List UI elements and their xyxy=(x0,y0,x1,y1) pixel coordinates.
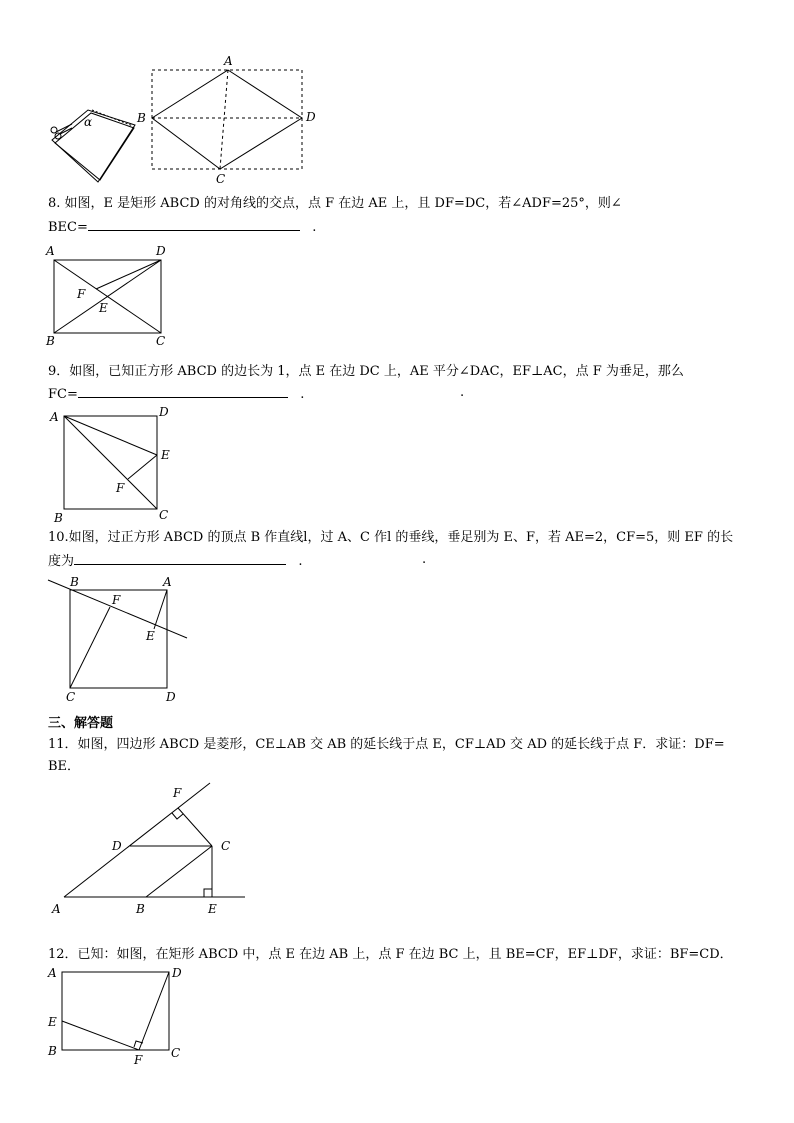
fig8-label-d: D xyxy=(156,244,166,258)
fig8-label-b: B xyxy=(46,334,55,346)
right-angle-mark-e xyxy=(204,889,212,897)
fig10-label-a: A xyxy=(163,575,172,589)
segment-ae xyxy=(64,416,157,455)
segment-bc xyxy=(146,846,212,897)
fig9-label-a: A xyxy=(50,410,59,424)
segment-df xyxy=(96,260,161,289)
fig12-label-a: A xyxy=(48,966,57,980)
fig8-label-f: F xyxy=(77,287,86,301)
fig11-label-b: B xyxy=(136,902,145,916)
q10-line2-prefix: 度为 xyxy=(48,554,75,569)
q8-line2 xyxy=(48,218,750,236)
q10-line2-dot: . xyxy=(422,552,427,567)
fig8-label-a: A xyxy=(46,244,55,258)
figure-q12 xyxy=(40,962,200,1070)
fig7-label-a: A xyxy=(224,54,233,68)
q9-line2-suffix: . xyxy=(300,387,305,402)
alpha-label: α xyxy=(84,115,93,129)
fig11-label-d: D xyxy=(112,839,122,853)
rectangle-abcd xyxy=(62,972,169,1050)
q11-line1: 11．如图，四边形 ABCD 是菱形，CE⊥AB 交 AB 的延长线于点 E，CF⊥AD 交 AD 的延长线于点 F．求证：DF= xyxy=(48,737,725,752)
figure-q11 xyxy=(40,776,260,918)
segment-ae xyxy=(154,590,167,629)
fig10-label-d: D xyxy=(166,690,176,704)
q9-answer-blank[interactable] xyxy=(78,385,288,398)
fig9-label-f: F xyxy=(116,481,125,495)
line-ad-extended xyxy=(64,783,210,897)
q8-line2-suffix: . xyxy=(312,220,317,235)
fig10-label-c: C xyxy=(66,690,76,704)
fig7-label-b: B xyxy=(137,111,146,125)
q11-line2: BE． xyxy=(48,759,81,774)
fig12-label-d: D xyxy=(172,966,182,980)
figure-q10 xyxy=(40,574,200,706)
fig11-label-e: E xyxy=(208,902,217,916)
segment-fd xyxy=(139,972,169,1050)
fig9-label-b: B xyxy=(54,511,63,525)
fig8-label-e: E xyxy=(99,301,108,315)
segment-cf xyxy=(178,808,212,846)
q12-line1: 12．已知：如图，在矩形 ABCD 中，点 E 在边 AB 上，点 F 在边 BC 上，且 BE=CF，EF⊥DF，求证：BF=CD． xyxy=(48,947,733,962)
q10-line2-suffix: . xyxy=(298,554,303,569)
folded-paper-icon xyxy=(52,110,135,182)
q10-answer-blank[interactable] xyxy=(74,552,286,565)
fig12-label-e: E xyxy=(48,1015,57,1029)
figure-q9 xyxy=(40,404,180,526)
segment-cf xyxy=(70,607,110,688)
fig10-label-b: B xyxy=(70,575,79,589)
fig12-label-c: C xyxy=(171,1046,181,1060)
fig8-label-c: C xyxy=(156,334,166,346)
fig7-label-d: D xyxy=(306,110,316,124)
q10-line2 xyxy=(48,552,750,570)
figure-q8 xyxy=(40,242,180,346)
figure-q7 xyxy=(40,50,340,190)
fig11-label-a: A xyxy=(52,902,61,916)
q8-line1: 8. 如图，E 是矩形 ABCD 的对角线的交点，点 F 在边 AE 上，且 DF=DC，若∠ADF=25°，则∠ xyxy=(48,196,622,211)
fig11-label-c: C xyxy=(221,839,231,853)
fig10-label-e: E xyxy=(146,629,155,643)
diagonal-ac xyxy=(64,416,157,509)
segment-ef xyxy=(128,455,157,479)
fig9-label-c: C xyxy=(159,508,169,522)
segment-ef xyxy=(62,1021,139,1050)
diagonal-ac xyxy=(220,70,228,169)
q10-line1: 10.如图，过正方形 ABCD 的顶点 B 作直线l，过 A、C 作l 的垂线，垂足别为 E、F，若 AE=2，CF=5，则 EF 的长 xyxy=(48,530,734,545)
q9-line2-dot: . xyxy=(460,385,465,400)
q9-line1: 9．如图，已知正方形 ABCD 的边长为 1，点 E 在边 DC 上，AE 平分∠DAC，EF⊥AC，点 F 为垂足，那么 xyxy=(48,364,684,379)
fig9-label-e: E xyxy=(161,448,170,462)
q9-line2-prefix: FC= xyxy=(48,387,78,402)
q8-line2-prefix: BEC= xyxy=(48,220,88,235)
q9-line2 xyxy=(48,385,750,403)
section-title: 三、解答题 xyxy=(48,716,114,731)
q8-answer-blank[interactable] xyxy=(88,218,300,231)
fig9-label-d: D xyxy=(159,405,169,419)
fig12-label-b: B xyxy=(48,1044,57,1058)
fig12-label-f: F xyxy=(134,1053,143,1067)
right-angle-mark-f xyxy=(172,813,183,819)
fig10-label-f: F xyxy=(112,593,121,607)
fig7-label-c: C xyxy=(216,172,226,186)
fig11-label-f: F xyxy=(173,786,182,800)
